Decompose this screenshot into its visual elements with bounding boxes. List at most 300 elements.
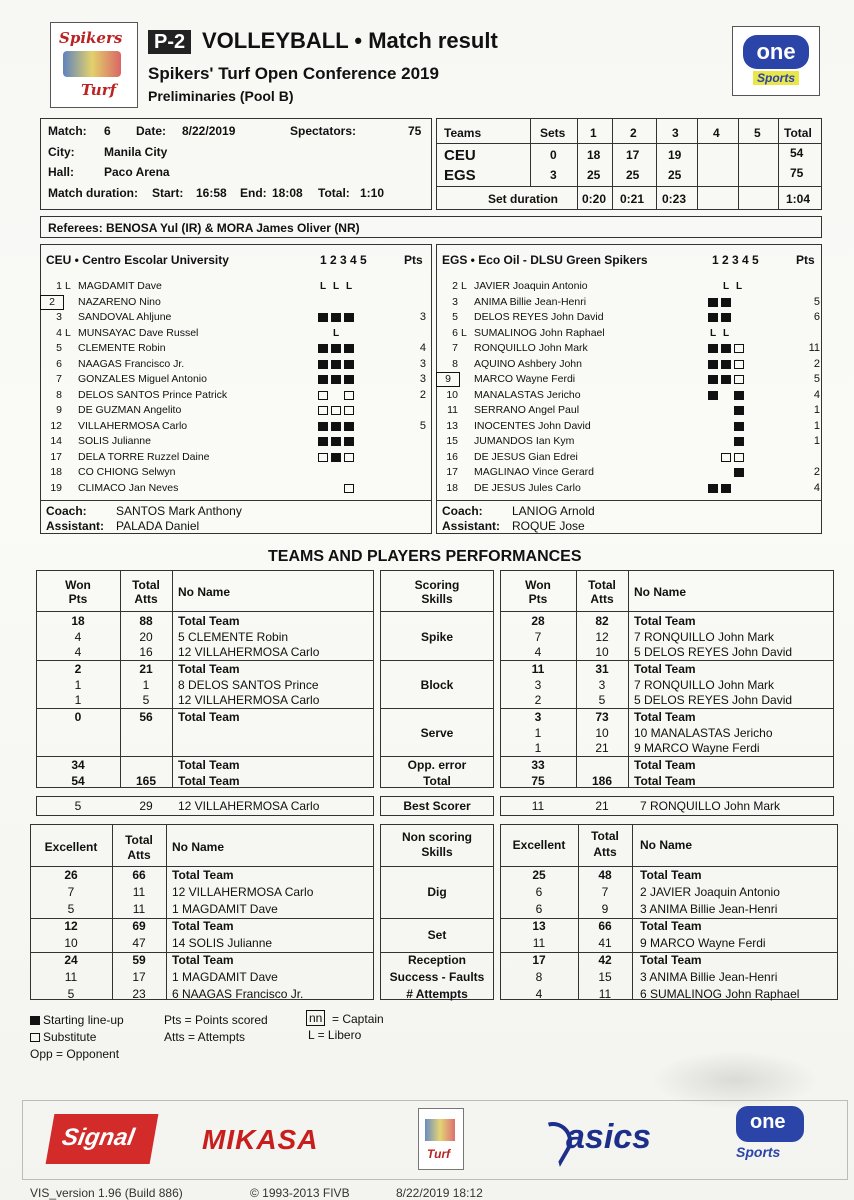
score-divider bbox=[697, 118, 698, 210]
player-number: 3 bbox=[56, 311, 62, 323]
substitute-square-icon bbox=[734, 375, 744, 384]
total-atts-cell: 7 bbox=[601, 885, 609, 899]
report-title: VOLLEYBALL • Match result bbox=[202, 28, 498, 53]
player-name: MAGDAMIT Dave bbox=[78, 280, 162, 292]
score-divider bbox=[778, 118, 779, 210]
player-number: 8 bbox=[452, 357, 458, 370]
team-b-set-header: 1 2 3 4 5 bbox=[712, 253, 759, 267]
start-value: 16:58 bbox=[196, 186, 227, 200]
player-cell: Total Team bbox=[634, 758, 696, 772]
spikers-turf-logo bbox=[50, 22, 138, 108]
report-code: P-2 bbox=[148, 30, 191, 54]
set-participation bbox=[708, 357, 747, 372]
player-name: MARCO Wayne Ferdi bbox=[474, 373, 576, 385]
small-logo-text: Turf bbox=[427, 1147, 451, 1161]
atts-header: Atts bbox=[590, 592, 614, 606]
table-divider bbox=[36, 611, 374, 612]
competition-name: Spikers' Turf Open Conference 2019 bbox=[148, 64, 439, 83]
player-name: NAAGAS Francisco Jr. bbox=[78, 357, 185, 370]
skill-label: Dig bbox=[427, 885, 447, 899]
starting-square-icon bbox=[331, 313, 341, 322]
player-number: 18 bbox=[446, 481, 458, 494]
excellent-cell: 11 bbox=[64, 970, 78, 984]
won-pts-cell: 2 bbox=[534, 693, 542, 707]
starting-square-icon bbox=[331, 422, 341, 431]
set-participation bbox=[708, 419, 747, 434]
substitute-square-icon bbox=[344, 391, 354, 400]
libero-mark: L bbox=[461, 326, 467, 339]
empty-set-slot bbox=[708, 282, 718, 291]
team-b-code: EGS bbox=[444, 167, 476, 184]
date-value: 8/22/2019 bbox=[182, 124, 236, 138]
city-label: City: bbox=[48, 145, 75, 159]
set-participation bbox=[318, 357, 357, 372]
starting-square-icon bbox=[331, 453, 341, 462]
player-cell: 5 CLEMENTE Robin bbox=[178, 629, 289, 644]
player-number: 6 bbox=[56, 357, 62, 370]
player-cell: 14 SOLIS Julianne bbox=[172, 936, 273, 950]
empty-set-slot bbox=[708, 468, 718, 477]
empty-set-slot bbox=[721, 437, 731, 446]
table-divider bbox=[112, 824, 113, 1000]
player-name: SUMALINOG John Raphael bbox=[474, 326, 605, 339]
player-points: 5 bbox=[419, 419, 426, 432]
player-cell: Total Team bbox=[640, 919, 702, 933]
team-b-assistant-label: Assistant: bbox=[442, 519, 501, 533]
total-atts-cell: 9 bbox=[601, 902, 609, 916]
set-participation bbox=[708, 310, 734, 325]
player-name: CLIMACO Jan Neves bbox=[78, 481, 179, 494]
libero-set-mark: L bbox=[735, 281, 743, 293]
logo-player-figure bbox=[63, 51, 121, 77]
one-sports-logo bbox=[732, 26, 820, 96]
player-cell: 1 MAGDAMIT Dave bbox=[172, 970, 278, 984]
player-number: 3 bbox=[452, 295, 458, 308]
score-divider bbox=[436, 143, 822, 144]
total-header: Total bbox=[588, 578, 616, 592]
duration-label: Match duration: bbox=[48, 186, 138, 200]
score-divider bbox=[577, 118, 578, 210]
won-pts-cell: 4 bbox=[534, 645, 542, 659]
player-number: 14 bbox=[50, 435, 62, 447]
player-number: 1 bbox=[56, 280, 62, 292]
table-divider bbox=[500, 660, 834, 661]
starting-square-icon bbox=[344, 375, 354, 384]
table-divider bbox=[500, 756, 834, 757]
table-divider bbox=[500, 708, 834, 709]
player-cell: 12 VILLAHERMOSA Carlo bbox=[172, 885, 314, 899]
table-divider bbox=[30, 866, 374, 867]
player-name: DE JESUS Gian Edrei bbox=[474, 450, 578, 463]
player-number: 5 bbox=[452, 311, 458, 323]
total-atts-cell: 5 bbox=[598, 693, 606, 707]
total-atts-cell: 165 bbox=[135, 773, 157, 788]
referees: Referees: BENOSA Yul (IR) & MORA James Oliver (NR) bbox=[48, 221, 360, 235]
player-name: DELOS SANTOS Prince Patrick bbox=[78, 388, 228, 401]
skill-label: Total bbox=[423, 773, 451, 788]
starting-square-icon bbox=[734, 422, 744, 431]
excellent-cell: 26 bbox=[64, 868, 78, 882]
player-cell: Total Team bbox=[640, 868, 702, 882]
player-points: 4 bbox=[419, 342, 426, 354]
score-divider bbox=[656, 118, 657, 210]
starting-square-icon bbox=[708, 344, 718, 353]
roster-divider bbox=[40, 500, 432, 501]
player-name: SANDOVAL Ahljune bbox=[78, 311, 172, 323]
logo-text-top: Spikers bbox=[59, 29, 123, 47]
total-atts-cell: 21 bbox=[595, 741, 609, 755]
team-b-pts-header: Pts bbox=[796, 253, 815, 267]
player-name: MANALASTAS Jericho bbox=[474, 388, 581, 401]
player-name: DELOS REYES John David bbox=[474, 311, 604, 323]
empty-set-slot bbox=[708, 422, 718, 431]
player-name: GONZALES Miguel Antonio bbox=[78, 373, 207, 385]
empty-set-slot bbox=[331, 391, 341, 400]
substitute-square-icon bbox=[331, 406, 341, 415]
player-cell: Total Team bbox=[178, 710, 240, 724]
skill-label: Reception bbox=[407, 953, 466, 967]
starting-square-icon bbox=[734, 391, 744, 400]
best-scorer-label: Best Scorer bbox=[403, 799, 471, 813]
starting-square-icon bbox=[721, 298, 731, 307]
excellent-cell: 24 bbox=[64, 953, 78, 967]
team-a-assistant-label: Assistant: bbox=[46, 519, 105, 533]
signal-logo-text: Signal bbox=[59, 1124, 137, 1151]
best-right-player: 7 RONQUILLO John Mark bbox=[640, 799, 781, 813]
competition-phase: Preliminaries (Pool B) bbox=[148, 88, 294, 104]
score-header-set2: 2 bbox=[630, 126, 637, 140]
starting-square-icon bbox=[708, 313, 718, 322]
substitute-square-icon bbox=[344, 484, 354, 493]
excellent-header: Excellent bbox=[512, 838, 566, 852]
set-participation bbox=[318, 419, 357, 434]
team-a-set2: 17 bbox=[626, 148, 640, 162]
substitute-square-icon bbox=[318, 391, 328, 400]
starting-square-icon bbox=[318, 422, 328, 431]
skill-label: Serve bbox=[420, 726, 454, 740]
starting-square-icon bbox=[318, 437, 328, 446]
skill-sublabel: # Attempts bbox=[406, 987, 468, 1001]
hall-label: Hall: bbox=[48, 165, 75, 179]
total-atts-cell: 186 bbox=[591, 773, 613, 788]
player-number: 7 bbox=[452, 342, 458, 354]
total-atts-cell: 56 bbox=[139, 710, 153, 724]
player-cell: 9 MARCO Wayne Ferdi bbox=[634, 741, 760, 755]
team-a-set3: 19 bbox=[668, 148, 682, 162]
team-a-name: CEU • Centro Escolar University bbox=[46, 253, 229, 267]
team-b-set2: 25 bbox=[626, 168, 640, 182]
legend-libero: L = Libero bbox=[308, 1028, 362, 1042]
team-b-coach-label: Coach: bbox=[442, 504, 483, 518]
player-cell: Total Team bbox=[178, 758, 240, 772]
atts-header: Atts bbox=[593, 845, 617, 859]
won-pts-cell: 11 bbox=[531, 662, 545, 676]
won-pts-cell: 33 bbox=[531, 758, 545, 772]
player-points: 3 bbox=[419, 311, 426, 323]
total-atts-cell: 47 bbox=[132, 936, 146, 950]
spectators-label: Spectators: bbox=[290, 124, 357, 138]
won-pts-cell: 7 bbox=[534, 629, 542, 644]
libero-set-mark: L bbox=[319, 281, 327, 293]
player-points: 3 bbox=[419, 357, 426, 370]
player-number: 7 bbox=[56, 373, 62, 385]
set-participation bbox=[708, 403, 747, 418]
empty-set-slot bbox=[318, 329, 328, 338]
skill-label: Opp. error bbox=[407, 758, 467, 772]
substitute-square-icon bbox=[734, 360, 744, 369]
starting-square-icon bbox=[721, 313, 731, 322]
starting-square-icon bbox=[331, 360, 341, 369]
best-right-pts: 11 bbox=[531, 799, 545, 813]
won-pts-cell: 0 bbox=[74, 710, 82, 724]
set-participation bbox=[708, 450, 747, 465]
player-cell: 5 DELOS REYES John David bbox=[634, 693, 793, 707]
player-cell: 8 DELOS SANTOS Prince bbox=[178, 677, 319, 692]
total-atts-cell: 17 bbox=[132, 970, 146, 984]
starting-square-icon bbox=[344, 313, 354, 322]
starting-square-icon bbox=[734, 437, 744, 446]
vis-version: VIS_version 1.96 (Build 886) bbox=[30, 1186, 183, 1200]
excellent-cell: 6 bbox=[535, 902, 543, 916]
pts-header: Pts bbox=[528, 592, 548, 606]
substitute-square-icon bbox=[734, 344, 744, 353]
city-value: Manila City bbox=[104, 145, 168, 159]
empty-set-slot bbox=[708, 453, 718, 462]
player-number: 9 bbox=[56, 404, 62, 416]
pts-header: Pts bbox=[68, 592, 88, 606]
skill-sublabel: Success - Faults bbox=[389, 970, 485, 984]
player-number: 17 bbox=[50, 450, 62, 463]
set-participation bbox=[318, 372, 357, 387]
team-a-coach: SANTOS Mark Anthony bbox=[116, 504, 242, 518]
sports-small-word: Sports bbox=[736, 1144, 781, 1160]
legend-atts: Atts = Attempts bbox=[164, 1030, 246, 1044]
team-b-set3: 25 bbox=[668, 168, 682, 182]
scoring-header: Scoring bbox=[414, 578, 460, 592]
player-cell: 1 MAGDAMIT Dave bbox=[172, 902, 278, 916]
player-cell: Total Team bbox=[172, 919, 234, 933]
player-cell: Total Team bbox=[634, 614, 696, 628]
player-number: 2 bbox=[452, 280, 458, 292]
date-label: Date: bbox=[136, 124, 167, 138]
won-pts-cell: 2 bbox=[74, 662, 82, 676]
player-cell: Total Team bbox=[640, 953, 702, 967]
empty-set-slot bbox=[708, 406, 718, 415]
substitute-square-icon bbox=[734, 453, 744, 462]
player-cell: 7 RONQUILLO John Mark bbox=[634, 629, 775, 644]
team-a-assistant: PALADA Daniel bbox=[116, 519, 200, 533]
noname-header: No Name bbox=[640, 838, 693, 852]
total-atts-cell: 5 bbox=[142, 693, 150, 707]
excellent-cell: 6 bbox=[535, 885, 543, 899]
starting-square-icon bbox=[344, 360, 354, 369]
table-divider bbox=[36, 660, 374, 661]
best-left-pts: 5 bbox=[74, 799, 82, 813]
player-number: 10 bbox=[446, 388, 458, 401]
won-pts-cell: 1 bbox=[74, 693, 82, 707]
player-name: DE GUZMAN Angelito bbox=[78, 404, 182, 416]
legend-starting-text: Starting line-up bbox=[43, 1013, 124, 1027]
table-divider bbox=[578, 824, 579, 1000]
team-a-code: CEU bbox=[444, 147, 476, 164]
best-right-atts: 21 bbox=[595, 799, 609, 813]
score-header-set3: 3 bbox=[672, 126, 679, 140]
won-pts-cell: 3 bbox=[534, 710, 542, 724]
table-divider bbox=[380, 756, 494, 757]
player-points: 2 bbox=[813, 466, 820, 478]
skills-header: Skills bbox=[421, 845, 453, 859]
table-divider bbox=[380, 611, 494, 612]
won-header: Won bbox=[525, 578, 551, 592]
legend-pts: Pts = Points scored bbox=[164, 1013, 268, 1027]
player-name: INOCENTES John David bbox=[474, 419, 591, 432]
atts-header: Atts bbox=[127, 848, 151, 862]
total-atts-cell: 23 bbox=[132, 987, 146, 1001]
substitute-square-icon bbox=[344, 406, 354, 415]
won-header: Won bbox=[65, 578, 91, 592]
set-duration-label: Set duration bbox=[488, 192, 559, 206]
starting-square-icon bbox=[708, 360, 718, 369]
set-participation bbox=[318, 388, 357, 403]
set-participation bbox=[318, 403, 357, 418]
player-name: DE JESUS Jules Carlo bbox=[474, 481, 581, 494]
set-participation bbox=[708, 279, 747, 294]
player-points: 4 bbox=[813, 388, 820, 401]
player-name: MUNSAYAC Dave Russel bbox=[78, 326, 199, 339]
player-cell: 3 ANIMA Billie Jean-Henri bbox=[640, 902, 778, 916]
spectators-value: 75 bbox=[408, 124, 422, 138]
starting-square-icon bbox=[708, 484, 718, 493]
player-name: JAVIER Joaquin Antonio bbox=[474, 280, 588, 292]
player-number: 16 bbox=[446, 450, 458, 463]
match-label: Match: bbox=[48, 124, 87, 138]
table-divider bbox=[36, 708, 374, 709]
signal-logo bbox=[46, 1114, 159, 1164]
libero-mark: L bbox=[65, 326, 71, 339]
total-atts-cell: 11 bbox=[598, 987, 612, 1001]
total-header: Total bbox=[132, 578, 160, 592]
total-atts-cell: 69 bbox=[132, 919, 146, 933]
empty-set-slot bbox=[318, 484, 328, 493]
total-atts-cell: 11 bbox=[132, 902, 146, 916]
player-cell: Total Team bbox=[178, 662, 240, 676]
player-points: 1 bbox=[813, 404, 820, 416]
match-number: 6 bbox=[104, 124, 111, 138]
player-name: SOLIS Julianne bbox=[78, 435, 151, 447]
excellent-cell: 10 bbox=[64, 936, 78, 950]
player-number: 19 bbox=[50, 481, 62, 494]
starting-square-icon bbox=[318, 344, 328, 353]
total-atts-cell: 66 bbox=[598, 919, 612, 933]
one-sports-small-logo bbox=[736, 1106, 804, 1142]
player-points: 5 bbox=[813, 373, 820, 385]
starting-square-icon bbox=[708, 391, 718, 400]
player-number: 9 bbox=[436, 372, 460, 387]
logo-text-bottom: Turf bbox=[81, 81, 117, 99]
player-cell: 12 VILLAHERMOSA Carlo bbox=[178, 693, 320, 707]
player-points: 4 bbox=[813, 481, 820, 494]
legend-captain-box: nn bbox=[306, 1010, 325, 1026]
table-divider bbox=[380, 918, 494, 919]
team-b-coach: LANIOG Arnold bbox=[512, 504, 595, 518]
player-points: 3 bbox=[419, 373, 426, 385]
one-small-word: one bbox=[750, 1111, 786, 1133]
starting-square-icon bbox=[708, 375, 718, 384]
player-name: NAZARENO Nino bbox=[78, 295, 161, 308]
empty-set-slot bbox=[331, 484, 341, 493]
total-atts-cell: 3 bbox=[598, 677, 606, 692]
team-b-sets: 3 bbox=[550, 168, 557, 182]
score-divider bbox=[436, 186, 822, 187]
starting-square-icon bbox=[344, 422, 354, 431]
roster-divider bbox=[436, 500, 822, 501]
small-logo-figure bbox=[425, 1119, 455, 1141]
starting-square-icon bbox=[721, 484, 731, 493]
total-atts-cell: 12 bbox=[595, 629, 609, 644]
legend-substitute bbox=[30, 1030, 96, 1044]
table-divider bbox=[380, 866, 494, 867]
team-b-assistant: ROQUE Jose bbox=[512, 519, 585, 533]
player-cell: Total Team bbox=[172, 953, 234, 967]
hall-value: Paco Arena bbox=[104, 165, 170, 179]
empty-set-slot bbox=[721, 468, 731, 477]
excellent-cell: 5 bbox=[67, 987, 75, 1001]
excellent-header: Excellent bbox=[44, 840, 98, 854]
won-pts-cell: 34 bbox=[71, 758, 85, 772]
team-a-set-header: 1 2 3 4 5 bbox=[320, 253, 367, 267]
substitute-square-icon bbox=[30, 1033, 40, 1042]
spikers-turf-small-logo bbox=[418, 1108, 464, 1170]
team-a-total: 54 bbox=[790, 146, 804, 160]
player-name: RONQUILLO John Mark bbox=[474, 342, 588, 354]
noname-header: No Name bbox=[172, 840, 225, 854]
won-pts-cell: 54 bbox=[71, 773, 85, 788]
won-pts-cell: 1 bbox=[74, 677, 82, 692]
team-a-sets: 0 bbox=[550, 148, 557, 162]
player-cell: 6 NAAGAS Francisco Jr. bbox=[172, 987, 304, 1001]
set-participation bbox=[318, 434, 357, 449]
excellent-cell: 11 bbox=[532, 936, 546, 950]
table-divider bbox=[36, 756, 374, 757]
starting-square-icon bbox=[318, 375, 328, 384]
won-pts-cell: 3 bbox=[534, 677, 542, 692]
excellent-cell: 5 bbox=[67, 902, 75, 916]
player-points: 1 bbox=[813, 435, 820, 447]
starting-square-icon bbox=[344, 437, 354, 446]
set-participation bbox=[318, 326, 344, 341]
player-cell: 2 JAVIER Joaquin Antonio bbox=[640, 885, 780, 899]
won-pts-cell: 28 bbox=[531, 614, 545, 628]
won-pts-cell: 1 bbox=[534, 725, 542, 740]
player-cell: 10 MANALASTAS Jericho bbox=[634, 725, 773, 740]
mikasa-logo: MIKASA bbox=[202, 1124, 319, 1155]
player-points: 5 bbox=[813, 295, 820, 308]
player-points: 2 bbox=[419, 388, 426, 401]
starting-square-icon bbox=[331, 375, 341, 384]
player-cell: 7 RONQUILLO John Mark bbox=[634, 677, 775, 692]
total-label: Total: bbox=[318, 186, 350, 200]
empty-set-slot bbox=[721, 422, 731, 431]
set-participation bbox=[708, 465, 747, 480]
total-atts-cell: 42 bbox=[598, 953, 612, 967]
set1-duration: 0:20 bbox=[582, 192, 607, 206]
player-name: MAGLINAO Vince Gerard bbox=[474, 466, 595, 478]
player-cell: Total Team bbox=[634, 710, 696, 724]
fivb-copyright: © 1993-2013 FIVB bbox=[250, 1186, 350, 1200]
player-name: CLEMENTE Robin bbox=[78, 342, 166, 354]
best-left-atts: 29 bbox=[139, 799, 153, 813]
player-name: SERRANO Angel Paul bbox=[474, 404, 580, 416]
